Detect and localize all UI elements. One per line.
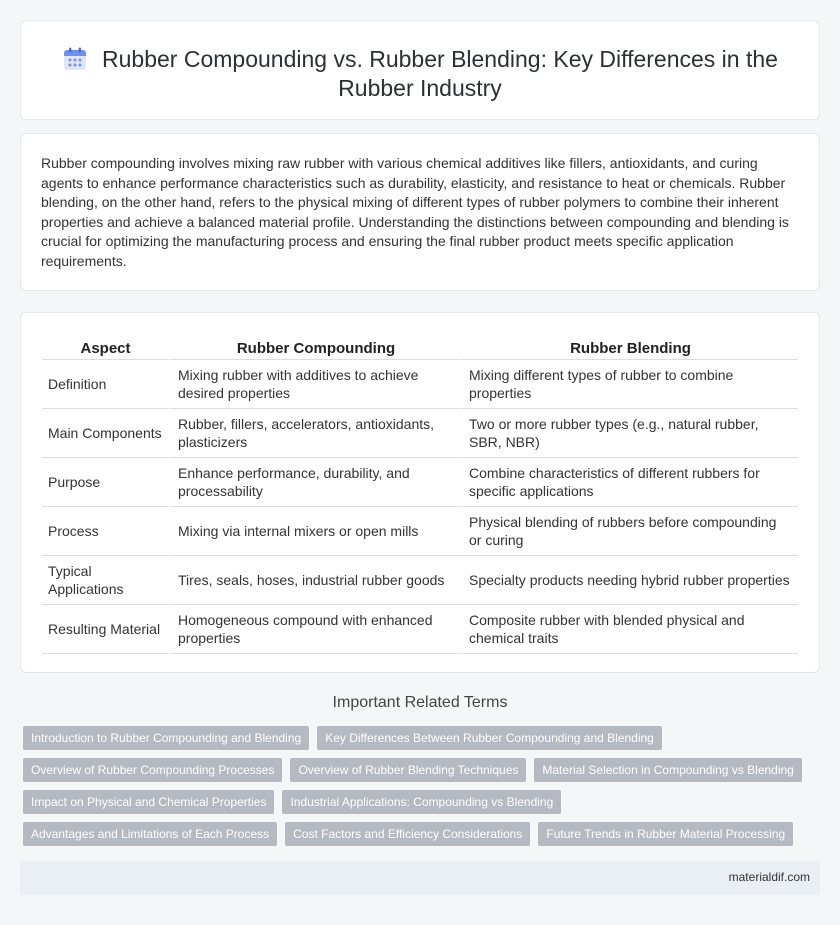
cell-compounding: Enhance performance, durability, and processability — [169, 458, 460, 507]
table-row — [42, 556, 798, 605]
footer-bar — [20, 861, 820, 895]
header-blending: Rubber Blending — [460, 333, 798, 360]
cell-compounding: Tires, seals, hoses, industrial rubber goods — [169, 556, 460, 605]
header-compounding: Rubber Compounding — [169, 333, 460, 360]
cell-aspect: Process — [42, 507, 169, 556]
tag-row — [23, 758, 823, 782]
cell-blending: Combine characteristics of different rubbers for specific applications — [460, 458, 798, 507]
table-row — [42, 507, 798, 556]
related-term-tag[interactable]: Future Trends in Rubber Material Processing — [538, 822, 793, 846]
table-row — [42, 360, 798, 409]
cell-blending: Composite rubber with blended physical and chemical traits — [460, 605, 798, 654]
cell-blending: Specialty products needing hybrid rubber properties — [460, 556, 798, 605]
cell-compounding: Mixing rubber with additives to achieve desired properties — [169, 360, 460, 409]
table-row — [42, 605, 798, 654]
cell-compounding: Homogeneous compound with enhanced properties — [169, 605, 460, 654]
related-term-tag[interactable]: Impact on Physical and Chemical Properties — [23, 790, 274, 814]
page-title-container — [51, 45, 789, 103]
page-title: Rubber Compounding vs. Rubber Blending: Key Differences in the Rubber Industry — [102, 46, 778, 101]
related-term-tag[interactable]: Key Differences Between Rubber Compounding and Blending — [317, 726, 662, 750]
related-terms-heading: Important Related Terms — [332, 694, 508, 711]
table-row — [42, 409, 798, 458]
tag-row — [23, 822, 823, 846]
related-term-tag[interactable]: Material Selection in Compounding vs Blending — [534, 758, 801, 782]
footer-site-link[interactable]: materialdif.com — [728, 870, 810, 884]
comparison-table — [42, 333, 798, 654]
tag-row — [23, 726, 823, 750]
header-aspect: Aspect — [42, 333, 169, 360]
related-terms-list — [23, 726, 823, 854]
cell-compounding: Rubber, fillers, accelerators, antioxidants, plasticizers — [169, 409, 460, 458]
intro-card — [20, 133, 820, 291]
related-term-tag[interactable]: Cost Factors and Efficiency Considerations — [285, 822, 530, 846]
cell-aspect: Definition — [42, 360, 169, 409]
intro-paragraph: Rubber compounding involves mixing raw rubber with various chemical additives like fillers, antioxidants, and curing agents to enhance performance characteristics such as durability, elasticity, and resistance to heat or chemicals. Rubber blending, on the other hand, refers to the physical mixing of different types of rubber polymers to combine their inherent properties and achieve a balanced material profile. Understanding the distinctions between compounding and blending is crucial for optimizing the manufacturing process and ensuring the final rubber product meets specific application requirements. — [41, 155, 789, 269]
cell-blending: Mixing different types of rubber to combine properties — [460, 360, 798, 409]
related-term-tag[interactable]: Advantages and Limitations of Each Process — [23, 822, 277, 846]
cell-aspect: Purpose — [42, 458, 169, 507]
comparison-card — [20, 312, 820, 673]
cell-aspect: Resulting Material — [42, 605, 169, 654]
cell-aspect: Main Components — [42, 409, 169, 458]
related-term-tag[interactable]: Overview of Rubber Blending Techniques — [290, 758, 526, 782]
cell-blending: Physical blending of rubbers before compounding or curing — [460, 507, 798, 556]
cell-aspect: Typical Applications — [42, 556, 169, 605]
table-header-row — [42, 333, 798, 360]
cell-blending: Two or more rubber types (e.g., natural rubber, SBR, NBR) — [460, 409, 798, 458]
cell-compounding: Mixing via internal mixers or open mills — [169, 507, 460, 556]
related-term-tag[interactable]: Introduction to Rubber Compounding and Blending — [23, 726, 309, 750]
related-term-tag[interactable]: Industrial Applications: Compounding vs Blending — [282, 790, 561, 814]
tag-row — [23, 790, 823, 814]
table-row — [42, 458, 798, 507]
title-card — [20, 20, 820, 120]
calendar-icon — [62, 46, 88, 72]
related-term-tag[interactable]: Overview of Rubber Compounding Processes — [23, 758, 282, 782]
